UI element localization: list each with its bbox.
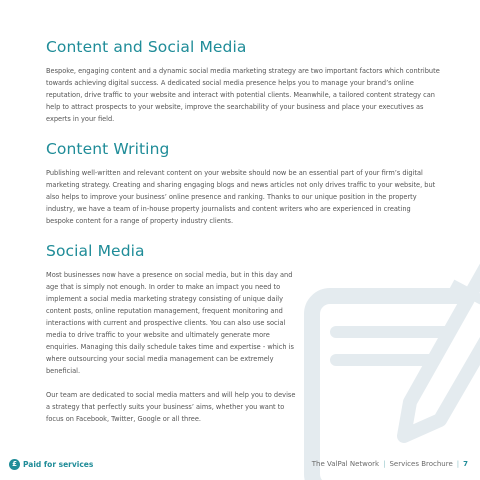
pound-icon: £ [9,459,20,470]
footer-doc-title: Services Brochure [389,460,453,468]
page-footer [312,460,468,468]
paid-services-tag [9,459,93,470]
paid-services-label: Paid for services [23,460,94,469]
page-content [46,38,440,425]
section-title: Content Writing [46,140,170,158]
footer-separator: | [383,460,386,468]
section-title: Social Media [46,242,145,260]
section-social-media [46,242,440,425]
section-paragraph: Most businesses now have a presence on social media, but in this day and age that is simply not enough. In order to make an impact you need to implement a social media marketing strategy consisting of unique daily content posts, online reputation management, frequent monitoring and interactions with current and prospective clients. You can also use social media to drive traffic to your website and ultimately generate more enquiries. Managing this daily schedule takes time and expertise - which is where outsourcing your social media management can be extremely beneficial. [46,271,294,375]
page-number: 7 [463,460,468,468]
footer-separator: | [456,460,460,468]
footer-brand: The ValPal Network [311,460,380,468]
section-content-writing [46,140,440,227]
section-title: Content and Social Media [46,38,247,56]
section-paragraph: Bespoke, engaging content and a dynamic social media marketing strategy are two important factors which contribute towards achieving digital success. A dedicated social media presence helps you to manage your brand’s online reputation, drive traffic to your website and interact with potential clients. Meanwhile, a tailored content strategy can help to attract prospects to your website, improve the searchability of your business and place your executives as experts in your field. [46,67,440,123]
section-paragraph: Our team are dedicated to social media matters and will help you to devise a strategy that perfectly suits your business’ aims, whether you want to focus on Facebook, Twitter, Google or all three. [46,391,296,423]
section-content-and-social-media [46,38,440,125]
section-paragraph: Publishing well-written and relevant content on your website should now be an essential part of your firm’s digital marketing strategy. Creating and sharing engaging blogs and news articles not only drives traffic to your website, but also helps to improve your business’ online presence and ranking. Thanks to our unique position in the property industry, we have a team of in-house property journalists and content writers who are experienced in creating bespoke content for a range of property industry clients. [46,169,436,225]
